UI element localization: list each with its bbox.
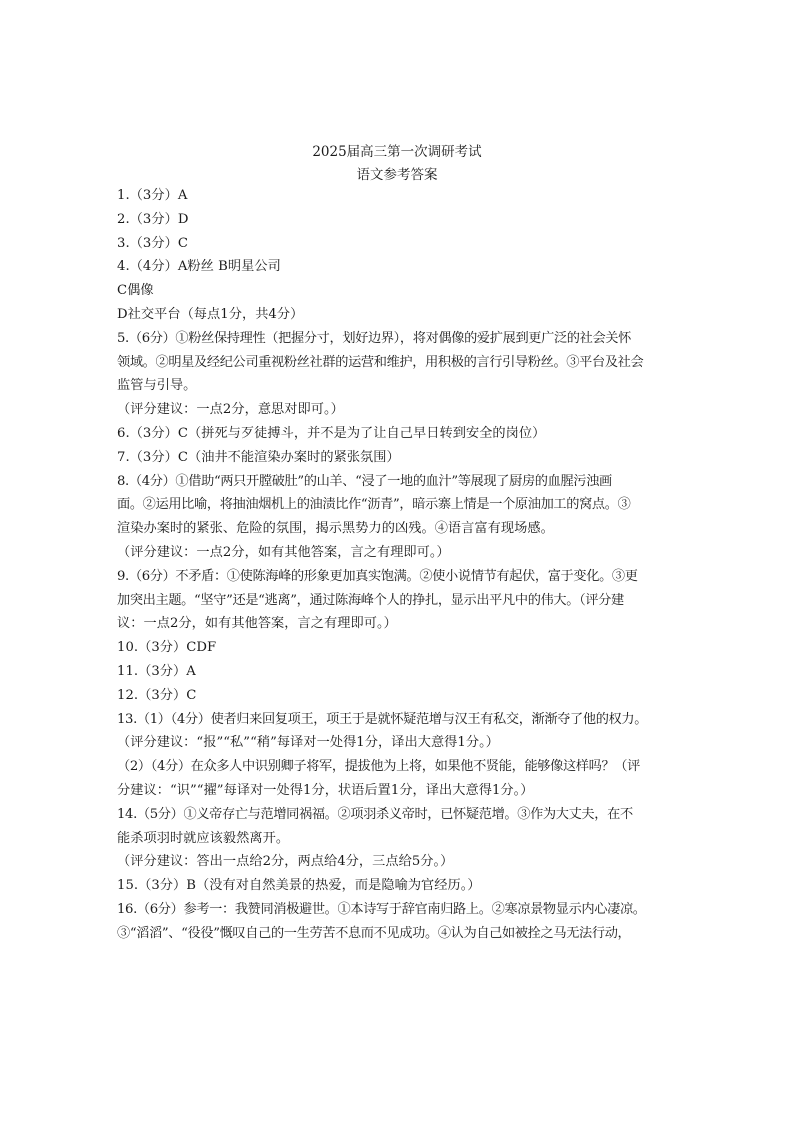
answer-key-body — [117, 184, 683, 946]
answer-line: （评分建议：一点2分，如有其他答案，言之有理即可。） — [117, 544, 450, 560]
answer-line: 分建议：“识”“擢”每译对一处得1分，状语后置1分，译出大意得1分。） — [117, 782, 534, 798]
answer-line: 能杀项羽时就应该毅然离开。 — [117, 830, 290, 846]
answer-line: （2）（4分）在众多人中识别卿子将军，提拔他为上将，如果他不贤能，能够像这样吗？（评 — [117, 759, 640, 775]
answer-line: C偶像 — [117, 283, 154, 299]
answer-line: 12.（3分）C — [117, 687, 197, 703]
answer-line: 8.（4分）①借助“两只开膛破肚”的山羊、“浸了一地的血汁”等展现了厨房的血腥污浊画 — [117, 473, 612, 489]
answer-line: 7.（3分）C（油井不能渲染办案时的紧张氛围） — [117, 449, 400, 465]
answer-line: 4.（4分）A粉丝 B明星公司 — [117, 259, 281, 275]
answer-line: 领域。②明星及经纪公司重视粉丝社群的运营和维护，用积极的言行引导粉丝。③平台及社会 — [117, 354, 644, 370]
answer-line: （评分建议：一点2分，意思对即可。） — [117, 402, 344, 418]
answer-line: （评分建议：“报”“私”“稍”每译对一处得1分，译出大意得1分。） — [117, 735, 499, 751]
answer-line: 1.（3分）A — [117, 188, 188, 203]
answer-line: 渲染办案时的紧张、危险的氛围，揭示黑势力的凶残。④语言富有现场感。 — [117, 521, 554, 537]
document-header — [0, 141, 794, 187]
answer-line: 议：一点2分，如有其他答案，言之有理即可。） — [117, 616, 397, 632]
answer-line: 14.（5分）①义帝存亡与范增同祸福。②项羽杀义帝时，已怀疑范增。③作为大丈夫，在不 — [117, 806, 633, 822]
answer-line: 面。②运用比喻，将抽油烟机上的油渍比作“沥青”，暗示寨上情是一个原油加工的窝点。③ — [117, 497, 631, 513]
answer-line: 11.（3分）A — [117, 663, 196, 679]
answer-line: 6.（3分）C（拼死与歹徒搏斗，并不是为了让自己早日转到安全的岗位） — [117, 425, 546, 441]
answer-line: 10.（3分）CDF — [117, 640, 217, 656]
exam-title: 2025届高三第一次调研考试 — [312, 144, 482, 160]
answer-key-subtitle: 语文参考答案 — [356, 167, 438, 183]
answer-line: 13.（1）（4分）使者归来回复项王，项王于是就怀疑范增与汉王有私交，渐渐夺了他的权力。 — [117, 711, 648, 727]
answer-line: 2.（3分）D — [117, 211, 189, 227]
answer-line: 9.（6分）不矛盾：①使陈海峰的形象更加真实饱满。②使小说情节有起伏，富于变化。③更 — [117, 568, 638, 584]
answer-line: 3.（3分）C — [117, 235, 188, 251]
answer-line: 加突出主题。“坚守”还是“逃离”，通过陈海峰个人的挣扎，显示出平凡中的伟大。（评分建 — [117, 592, 624, 608]
answer-line: 16.（6分）参考一：我赞同消极避世。①本诗写于辞官南归路上。②寒凉景物显示内心凄凉。 — [117, 901, 646, 917]
answer-line: 15.（3分）B（没有对自然美景的热爱，而是隐喻为官经历。） — [117, 878, 481, 894]
answer-line: 5.（6分）①粉丝保持理性（把握分寸，划好边界），将对偶像的爱扩展到更广泛的社会关怀 — [117, 330, 631, 346]
answer-line: 监管与引导。 — [117, 378, 197, 394]
answer-line: （评分建议：答出一点给2分，两点给4分，三点给5分。） — [117, 854, 454, 870]
answer-line: ③“滔滔”、“役役”慨叹自己的一生劳苦不息而不见成功。④认为自己如被拴之马无法行动， — [117, 925, 631, 941]
answer-line: D社交平台（每点1分，共4分） — [117, 306, 304, 322]
